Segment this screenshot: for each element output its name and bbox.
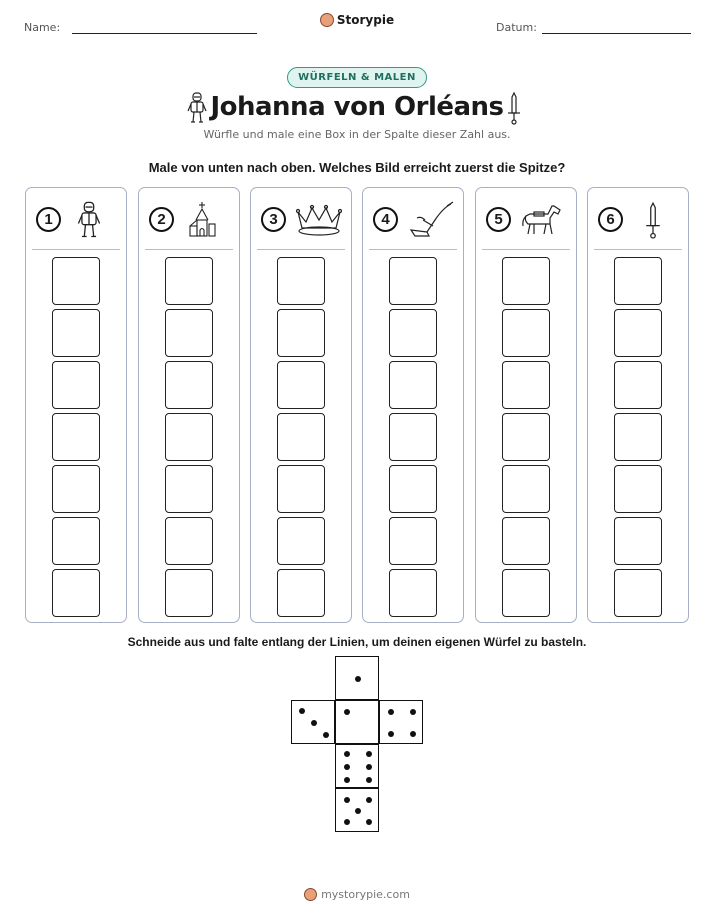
pip [410,731,416,737]
color-box[interactable] [502,465,550,513]
color-box[interactable] [165,309,213,357]
color-box[interactable] [52,413,100,461]
horse-icon [520,202,564,243]
column-divider [594,249,682,250]
color-box[interactable] [52,569,100,617]
column-divider [257,249,345,250]
color-box[interactable] [165,413,213,461]
color-box[interactable] [165,361,213,409]
column-3 [250,187,352,623]
die-face-1 [335,656,379,700]
column-2 [138,187,240,623]
column-number: 1 [36,207,61,232]
pip [299,708,305,714]
color-box[interactable] [502,569,550,617]
pip [388,709,394,715]
column-number: 3 [261,207,286,232]
die-face-6 [335,744,379,788]
name-line [72,33,257,34]
pip [344,819,350,825]
color-box[interactable] [389,465,437,513]
color-box[interactable] [165,569,213,617]
color-box[interactable] [502,361,550,409]
color-box[interactable] [277,257,325,305]
column-divider [32,249,120,250]
sword-icon [644,200,662,245]
color-box[interactable] [614,361,662,409]
color-box[interactable] [614,309,662,357]
pip [355,808,361,814]
footer-url[interactable]: mystorypie.com [321,888,410,901]
column-1 [25,187,127,623]
color-box[interactable] [277,465,325,513]
color-box[interactable] [165,465,213,513]
knight-icon [74,200,104,245]
crown-icon [294,204,344,243]
color-box[interactable] [502,309,550,357]
church-icon [187,200,217,245]
pip [388,731,394,737]
name-label: Name: [24,21,61,34]
pip [355,676,361,682]
pip [344,751,350,757]
color-box[interactable] [614,257,662,305]
color-box[interactable] [389,309,437,357]
brand-logo [0,13,714,27]
color-box[interactable] [389,361,437,409]
bear-logo-icon [320,13,334,27]
activity-badge: WÜRFELN & MALEN [287,67,427,88]
column-divider [369,249,457,250]
color-box[interactable] [165,517,213,565]
color-box[interactable] [277,517,325,565]
column-6 [587,187,689,623]
pip [344,797,350,803]
subtitle: Würfle und male eine Box in der Spalte dieser Zahl aus. [203,128,511,141]
pip [344,777,350,783]
color-box[interactable] [52,517,100,565]
column-number: 5 [486,207,511,232]
color-box[interactable] [165,257,213,305]
color-box[interactable] [389,569,437,617]
color-box[interactable] [614,569,662,617]
color-box[interactable] [52,465,100,513]
color-box[interactable] [502,517,550,565]
pip [366,777,372,783]
date-line [542,33,691,34]
cut-instruction: Schneide aus und falte entlang der Linien, um deinen eigenen Würfel zu basteln. [127,635,587,649]
pip [323,732,329,738]
color-box[interactable] [277,413,325,461]
plow-icon [407,200,455,245]
color-box[interactable] [614,517,662,565]
color-box[interactable] [52,257,100,305]
column-number: 6 [598,207,623,232]
sword-icon [506,91,522,130]
pip [311,720,317,726]
column-5 [475,187,577,623]
pip [344,764,350,770]
color-box[interactable] [389,257,437,305]
pip [410,709,416,715]
brand-name: Storypie [336,13,395,27]
color-box[interactable] [277,569,325,617]
pip [366,797,372,803]
column-divider [145,249,233,250]
color-box[interactable] [52,361,100,409]
die-face-3 [291,700,335,744]
color-box[interactable] [614,413,662,461]
color-box[interactable] [277,309,325,357]
die-face-4 [379,700,423,744]
footer [0,888,714,901]
color-box[interactable] [502,257,550,305]
die-face-1 [335,700,379,744]
instruction: Male von unten nach oben. Welches Bild erreicht zuerst die Spitze? [148,160,566,175]
color-box[interactable] [389,413,437,461]
page-title: Johanna von Orléans [210,92,504,122]
bear-logo-icon [304,888,317,901]
column-divider [482,249,570,250]
column-number: 4 [373,207,398,232]
die-face-5 [335,788,379,832]
pip [366,764,372,770]
color-box[interactable] [502,413,550,461]
pip [344,709,350,715]
column-number: 2 [149,207,174,232]
color-box[interactable] [389,517,437,565]
color-box[interactable] [52,309,100,357]
color-box[interactable] [614,465,662,513]
pip [366,751,372,757]
date-label: Datum: [496,21,537,34]
column-4 [362,187,464,623]
color-box[interactable] [277,361,325,409]
pip [366,819,372,825]
